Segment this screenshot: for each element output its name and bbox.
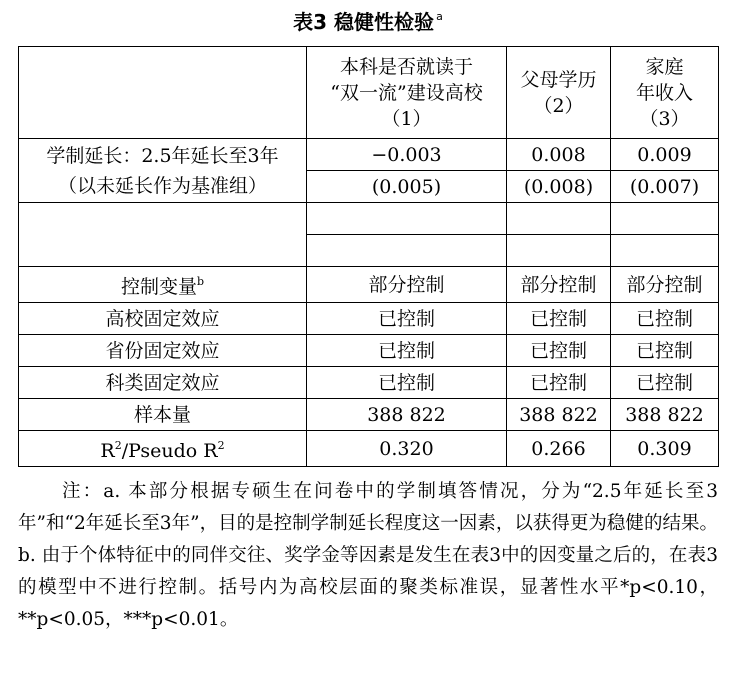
se-cell	[507, 235, 611, 267]
value-cell: 部分控制	[507, 267, 611, 303]
se-cell: (0.008)	[507, 171, 611, 203]
value-cell: 已控制	[611, 335, 719, 367]
row-label	[19, 203, 307, 267]
control-label: 控制变量	[120, 276, 197, 298]
r2-label-sup2: 2	[217, 439, 225, 452]
coef-cell	[307, 203, 507, 235]
row-label: 科类固定效应	[19, 367, 307, 399]
table-title	[0, 4, 736, 35]
row-label-line1: 学制延长：2.5年延长至3年	[46, 144, 279, 167]
header-col1-line1: 本科是否就读于	[339, 55, 473, 78]
table-row	[19, 431, 719, 467]
value-cell: 388 822	[307, 399, 507, 431]
r2-label-a: R	[100, 440, 115, 462]
control-label-sup: b	[196, 275, 205, 288]
value-cell: 0.309	[611, 431, 719, 467]
table-row	[19, 303, 719, 335]
coef-cell	[611, 203, 719, 235]
row-label	[19, 431, 307, 467]
row-label: 样本量	[19, 399, 307, 431]
value-cell: 已控制	[611, 303, 719, 335]
table-row	[19, 335, 719, 367]
header-col3-line2: 年收入	[635, 81, 693, 104]
value-cell: 388 822	[507, 399, 611, 431]
se-cell: (0.005)	[307, 171, 507, 203]
table-row	[19, 203, 719, 235]
se-cell	[307, 235, 507, 267]
table-row	[19, 399, 719, 431]
table-row	[19, 267, 719, 303]
row-label-line2: （以未延长作为基准组）	[57, 174, 267, 197]
coef-cell: −0.003	[307, 139, 507, 171]
se-cell	[611, 235, 719, 267]
value-cell: 部分控制	[611, 267, 719, 303]
coef-cell: 0.009	[611, 139, 719, 171]
row-label	[19, 267, 307, 303]
header-col1-line3: （1）	[381, 107, 432, 130]
robustness-table	[18, 46, 719, 467]
table-title-sup: a	[436, 10, 443, 23]
value-cell: 已控制	[507, 367, 611, 399]
header-col2-line1: 父母学历	[520, 68, 597, 91]
table-row	[19, 367, 719, 399]
value-cell: 0.266	[507, 431, 611, 467]
header-empty-cell	[19, 47, 307, 139]
header-col3	[611, 47, 719, 139]
value-cell: 部分控制	[307, 267, 507, 303]
value-cell: 已控制	[611, 367, 719, 399]
coef-cell	[507, 203, 611, 235]
table-title-text: 表3 稳健性检验	[293, 10, 435, 34]
r2-label-sup1: 2	[114, 439, 122, 452]
se-cell: (0.007)	[611, 171, 719, 203]
header-col1	[307, 47, 507, 139]
table-row	[19, 139, 719, 171]
header-row	[19, 47, 719, 139]
value-cell: 已控制	[507, 303, 611, 335]
table-note: 注：a. 本部分根据专硕生在问卷中的学制填答情况，分为“2.5年延长至3年”和“2年延长至3年”，目的是控制学制延长程度这一因素，以获得更为稳健的结果。b. 由于个体特征中的同伴交往、奖学金等因素是发生在表3中的因变量之后的，在表3的模型中不进行控制。括号内为高校层面的聚类标准误，显著性水平*p<0.10，**p<0.05，***p<0.01。	[18, 481, 718, 630]
value-cell: 已控制	[307, 367, 507, 399]
value-cell: 0.320	[307, 431, 507, 467]
value-cell: 已控制	[507, 335, 611, 367]
header-col3-line3: （3）	[639, 107, 690, 130]
header-col2-line2: （2）	[533, 94, 584, 117]
row-label: 省份固定效应	[19, 335, 307, 367]
header-col3-line1: 家庭	[645, 55, 684, 78]
value-cell: 已控制	[307, 335, 507, 367]
coef-cell: 0.008	[507, 139, 611, 171]
r2-label-b: /Pseudo R	[121, 440, 218, 462]
header-col1-line2: “双一流”建设高校	[330, 81, 483, 104]
value-cell: 已控制	[307, 303, 507, 335]
row-label: 高校固定效应	[19, 303, 307, 335]
row-label	[19, 139, 307, 203]
header-col2	[507, 47, 611, 139]
value-cell: 388 822	[611, 399, 719, 431]
